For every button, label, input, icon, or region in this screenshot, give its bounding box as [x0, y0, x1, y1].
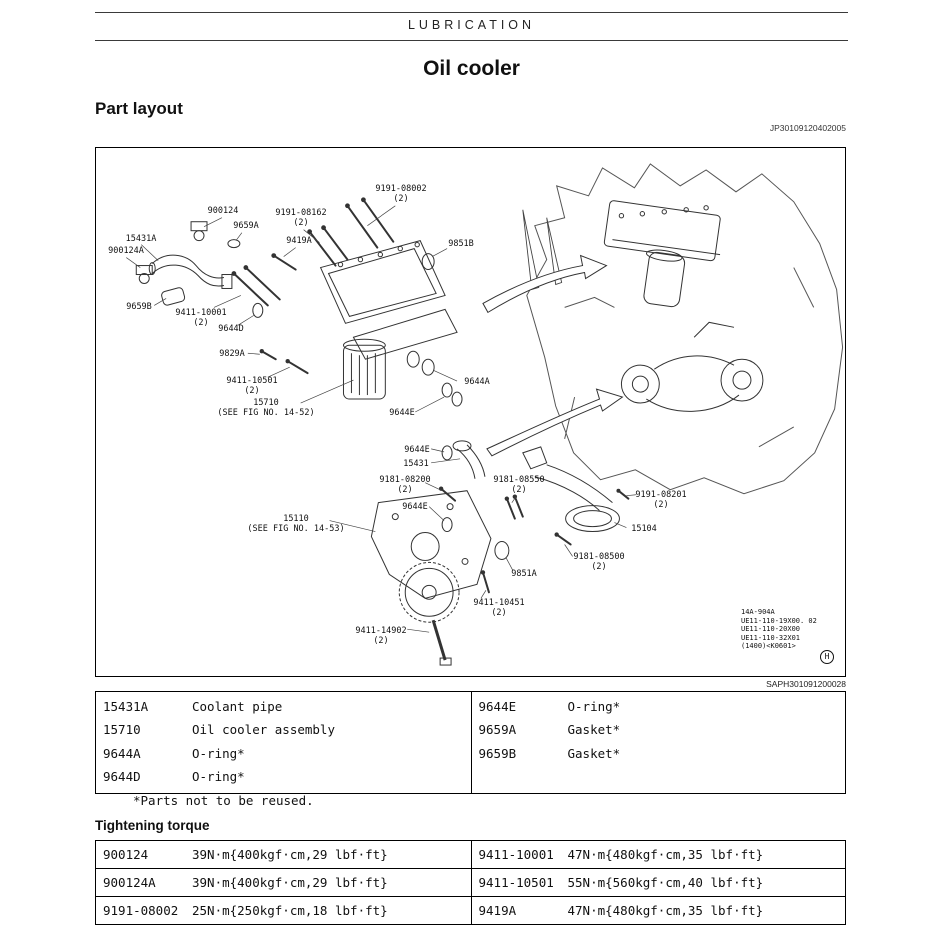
part-callout: 9851B [448, 239, 474, 249]
part-callout: 9411-10451 (2) [473, 598, 525, 618]
table-row: 9644D O-ring* [103, 769, 245, 785]
part-callout: 9644A [464, 377, 490, 387]
document-number: JP30109120402005 [769, 123, 846, 133]
figure-revision-block: 14A-904A UE11-110-19X00. 02 UE11-110-20X00 UE11-110-32X01 (1400)<K0601> [741, 608, 817, 651]
part-callout: 15710 (SEE FIG NO. 14-52) [217, 398, 315, 418]
oil-cooler-diagram [96, 148, 845, 676]
table-row: 9659A Gasket* [478, 722, 621, 738]
part-callout: 9829A [219, 349, 245, 359]
h-mark: H [820, 650, 834, 664]
torque-table [95, 840, 846, 925]
table-row: 9644E O-ring* [478, 699, 621, 714]
part-callout: 9644D [218, 324, 244, 334]
part-callout: 9659B [126, 302, 152, 312]
part-callout: 9191-08201 (2) [635, 490, 687, 510]
part-callout: 9191-08002 (2) [375, 184, 427, 204]
part-callout: 9644E [404, 445, 430, 455]
page-title: Oil cooler [423, 57, 520, 80]
part-callout: 9191-08162 (2) [275, 208, 327, 228]
reuse-footnote: *Parts not to be reused. [133, 793, 314, 808]
part-callout: 9181-08200 (2) [379, 475, 431, 495]
part-callout: 15431 [403, 459, 429, 469]
part-layout-figure [95, 147, 846, 677]
parts-table-right [471, 692, 846, 793]
section-heading: Part layout [95, 99, 183, 118]
part-callout: 9644E [389, 408, 415, 418]
torque-table-left [96, 841, 471, 924]
part-callout: 900124A [108, 246, 144, 256]
parts-table-left [96, 692, 471, 793]
part-callout: 9411-10001 (2) [175, 308, 227, 328]
chapter-header: LUBRICATION [407, 18, 536, 32]
table-row: 15710 Oil cooler assembly [103, 722, 335, 738]
part-callout: 9659A [233, 221, 259, 231]
figure-code: SAPH301091200028 [766, 679, 846, 689]
part-callout: 9181-08500 (2) [573, 552, 625, 572]
table-row: 9411-10501 55N·m{560kgf·cm,40 lbf·ft} [472, 869, 846, 897]
part-callout: 9419A [286, 236, 312, 246]
table-row: 9411-10001 47N·m{480kgf·cm,35 lbf·ft} [472, 841, 846, 869]
table-row: 900124A 39N·m{400kgf·cm,29 lbf·ft} [96, 869, 471, 897]
part-callout: 9644E [402, 502, 428, 512]
table-row: 9644A O-ring* [103, 745, 245, 761]
top-rule [95, 12, 848, 13]
part-callout: 9411-10501 (2) [226, 376, 278, 396]
torque-table-right [471, 841, 846, 924]
table-row: 9419A 47N·m{480kgf·cm,35 lbf·ft} [478, 902, 764, 918]
part-callout: 15104 [631, 524, 657, 534]
torque-heading: Tightening torque [95, 818, 210, 833]
part-callout: 900124 [207, 206, 239, 216]
part-callout: 9181-08550 (2) [493, 475, 545, 495]
part-callout: 9411-14902 (2) [355, 626, 407, 646]
part-callout: 15110 (SEE FIG NO. 14-53) [247, 514, 345, 534]
part-callout: 9851A [511, 569, 537, 579]
header-rule [95, 40, 848, 41]
table-row: 15431A Coolant pipe [103, 699, 283, 714]
table-row: 9191-08002 25N·m{250kgf·cm,18 lbf·ft} [103, 902, 388, 918]
table-row: 9659B Gasket* [478, 745, 621, 761]
parts-table [95, 691, 846, 794]
table-row: 900124 39N·m{400kgf·cm,29 lbf·ft} [96, 841, 471, 869]
part-callout: 15431A [125, 234, 157, 244]
